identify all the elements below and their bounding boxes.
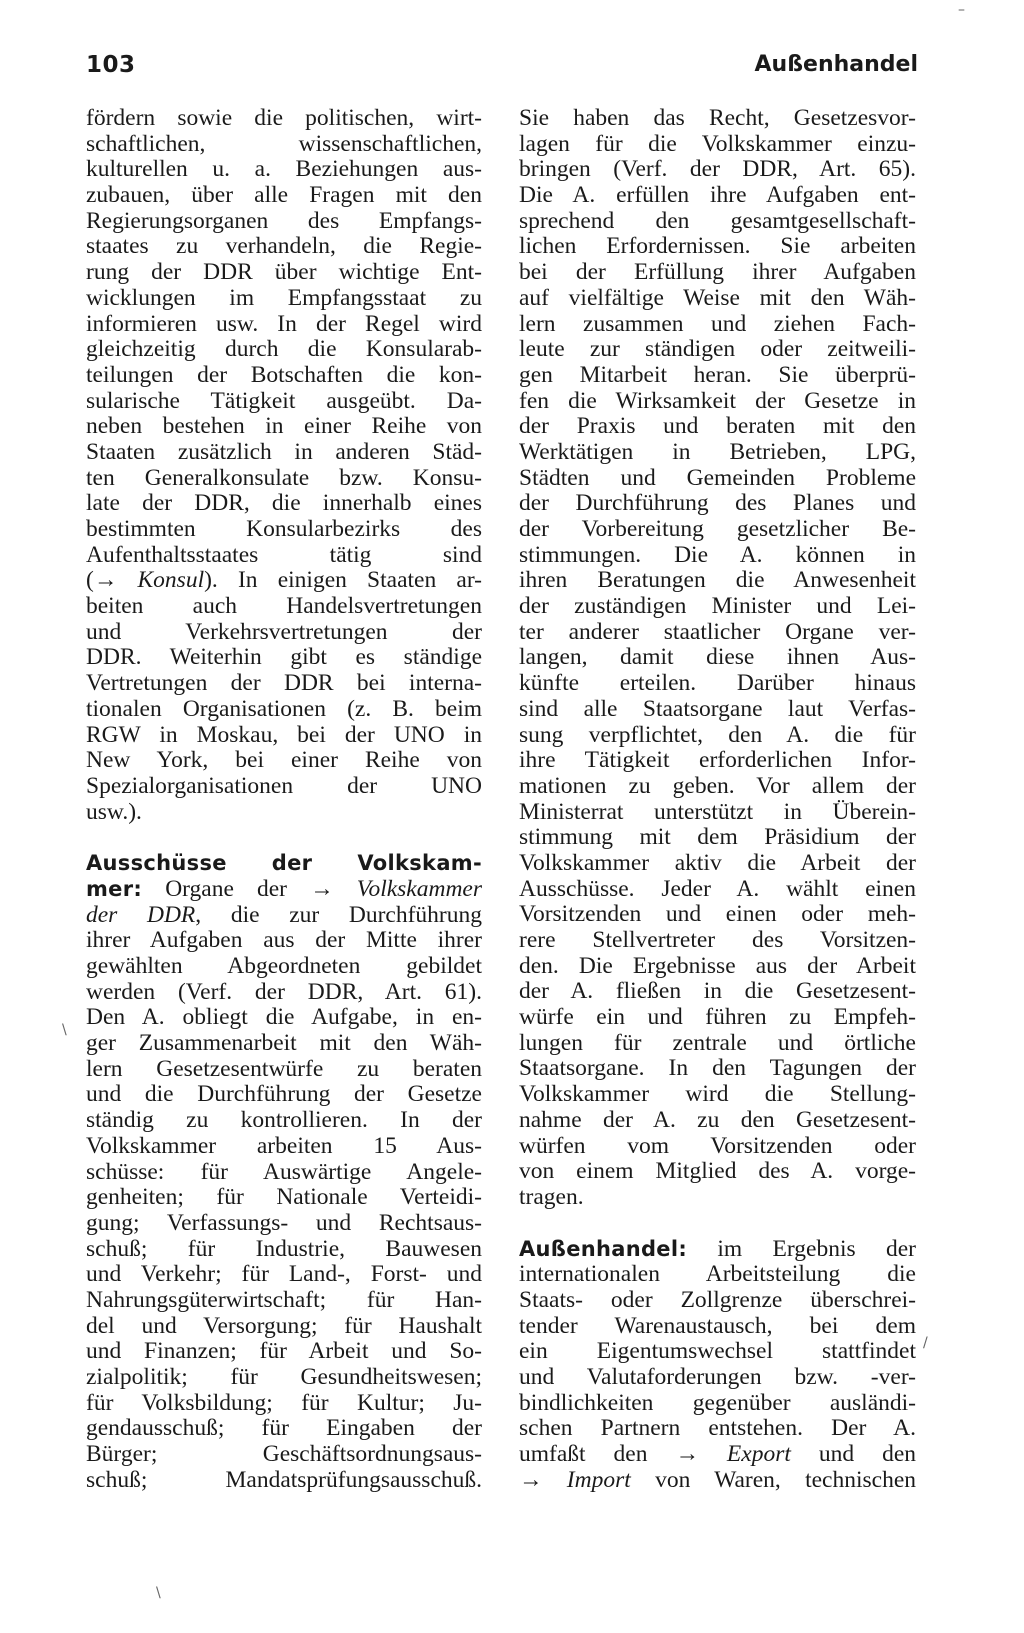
text-line: der Vorbereitung gesetzlicher Be- — [519, 517, 916, 542]
text-line: für Volksbildung; für Kultur; Ju- — [86, 1390, 482, 1416]
entry-ausschuesse — [86, 851, 482, 1493]
text-line: lichen Erfordernissen. Sie arbeiten — [519, 234, 916, 260]
text-line: sprechend den gesamtgesellschaft- — [519, 208, 916, 234]
text-line: sung verpflichtet, den A. die für — [519, 722, 916, 748]
text-line: und Verkehrsvertretungen der — [86, 619, 482, 645]
text-fragment: Organe der — [165, 876, 288, 902]
text-line: stimmung mit dem Präsidium der — [519, 825, 916, 851]
text-line: den. Die Ergebnisse aus der Arbeit — [519, 953, 916, 979]
scan-speck: \ — [62, 1022, 67, 1038]
text-line: ständig zu kontrollieren. In der — [86, 1108, 482, 1134]
text-fragment: , die zur Durchführung — [195, 902, 482, 928]
text-line: Sie haben das Recht, Gesetzesvor- — [519, 106, 916, 131]
scan-speck: / — [923, 1335, 928, 1351]
text-line: gleichzeitig durch die Konsularab- — [86, 337, 482, 363]
text-line: lern zusammen und ziehen Fach- — [519, 311, 916, 337]
text-line: tionalen Organisationen (z. B. beim — [86, 696, 482, 722]
text-line: sind alle Staatsorgane laut Verfas- — [519, 696, 916, 722]
text-line: ihre Tätigkeit erforderlichen Infor- — [519, 748, 916, 774]
text-line: DDR. Weiterhin gibt es ständige — [86, 645, 482, 671]
text-fragment: im Ergebnis der — [717, 1236, 916, 1262]
text-line: gewählten Abgeordneten gebildet — [86, 954, 482, 979]
text-line: Volkskammer arbeiten 15 Aus- — [86, 1133, 482, 1159]
entry-spacer — [519, 1211, 916, 1237]
text-line-with-reference — [86, 877, 482, 903]
entry-spacer — [86, 825, 482, 851]
text-line: ihren Beratungen die Anwesenheit — [519, 568, 916, 594]
text-line: Staaten zusätzlich in anderen Städ- — [86, 439, 482, 465]
scan-speck: \ — [156, 1585, 161, 1601]
text-line: würfen vom Vorsitzenden oder — [519, 1133, 916, 1159]
text-line: und die Durchführung der Gesetze — [86, 1082, 482, 1108]
text-line: RGW in Moskau, bei der UNO in — [86, 722, 482, 748]
entry-aussenhandel — [519, 1237, 916, 1494]
reference-arrow: → — [675, 1442, 699, 1468]
text-line: Städten und Gemeinden Probleme — [519, 465, 916, 491]
text-line: Den A. obliegt die Aufgabe, in en- — [86, 1005, 482, 1031]
text-line: künfte erteilen. Darüber hinaus — [519, 671, 916, 697]
text-line: Spezialorganisationen der UNO — [86, 773, 482, 799]
text-line: ter anderer staatlicher Organe ver- — [519, 619, 916, 645]
text-line: lern Gesetzesentwürfe zu beraten — [86, 1056, 482, 1082]
text-line: Staatsorgane. In den Tagungen der — [519, 1056, 916, 1082]
text-line: schen Partnern entstehen. Der A. — [519, 1416, 916, 1442]
running-head: Außenhandel — [754, 52, 918, 77]
text-line: New York, bei einer Reihe von — [86, 748, 482, 774]
text-line: Werktätigen in Betrieben, LPG, — [519, 439, 916, 465]
text-line: Bürger; Geschäftsordnungsaus- — [86, 1442, 482, 1468]
continued-paragraph — [86, 106, 482, 825]
text-line: ten Generalkonsulate bzw. Konsu- — [86, 465, 482, 491]
text-line: der Durchführung des Planes und — [519, 491, 916, 517]
text-line: und Finanzen; für Arbeit und So- — [86, 1339, 482, 1365]
text-line: tender Warenaustausch, bei dem — [519, 1313, 916, 1339]
text-line: usw.). — [86, 799, 142, 825]
text-line: werden (Verf. der DDR, Art. 61). — [86, 979, 482, 1005]
text-line: gung; Verfassungs- und Rechtsaus- — [86, 1210, 482, 1236]
text-line: nahme der A. zu den Gesetzesent- — [519, 1107, 916, 1133]
text-line: schüsse: für Auswärtige Angele- — [86, 1159, 482, 1185]
text-line: mationen zu geben. Vor allem der — [519, 773, 916, 799]
reference-arrow: (→ — [86, 568, 118, 594]
text-line: ger Zusammenarbeit mit den Wäh- — [86, 1031, 482, 1057]
text-line: und Verkehr; für Land-, Forst- und — [86, 1262, 482, 1288]
text-line: der A. fließen in die Gesetzesent- — [519, 979, 916, 1005]
text-line: auf vielfältige Weise mit den Wäh- — [519, 285, 916, 311]
text-line: internationalen Arbeitsteilung die — [519, 1262, 916, 1288]
text-line: und Valutaforderungen bzw. -ver- — [519, 1365, 916, 1390]
left-column — [86, 106, 482, 1493]
text-line: Volkskammer wird die Stellung- — [519, 1082, 916, 1108]
text-line: der zuständigen Minister und Lei- — [519, 594, 916, 620]
text-line: der Praxis und beraten mit den — [519, 414, 916, 440]
text-line: Nahrungsgüterwirtschaft; für Han- — [86, 1287, 482, 1313]
text-line: teilungen der Botschaften die kon- — [86, 362, 482, 388]
text-line: ihrer Aufgaben aus der Mitte ihrer — [86, 928, 482, 954]
cross-reference-konsul: Konsul — [137, 568, 205, 594]
text-line: beiten auch Handelsvertretungen — [86, 594, 482, 620]
page-number: 103 — [86, 52, 136, 78]
text-line: fen die Wirksamkeit der Gesetze in — [519, 388, 916, 414]
text-line: wicklungen im Empfangsstaat zu — [86, 285, 482, 311]
text-line: Vertretungen der DDR bei interna- — [86, 671, 482, 697]
text-line: lungen für zentrale und örtliche — [519, 1030, 916, 1056]
text-line: Ministerrat unterstützt in Überein- — [519, 799, 916, 825]
text-line: zubauen, über alle Fragen mit den — [86, 183, 482, 209]
text-fragment: umfaßt den — [519, 1442, 648, 1468]
text-line: gen Mitarbeit heran. Sie überprü- — [519, 362, 916, 388]
entry-headword: Außenhandel: — [519, 1236, 688, 1261]
text-line: del und Versorgung; für Haushalt — [86, 1313, 482, 1339]
text-fragment: und den — [818, 1442, 916, 1468]
continued-paragraph — [519, 106, 916, 1211]
text-line: rung der DDR über wichtige Ent- — [86, 260, 482, 286]
text-line: Volkskammer aktiv die Arbeit der — [519, 850, 916, 876]
entry-headword: Ausschüsse der Volkskam- — [86, 851, 482, 876]
text-line: genheiten; für Nationale Verteidi- — [86, 1185, 482, 1211]
text-line: gendausschuß; für Eingaben der — [86, 1416, 482, 1442]
text-line-with-reference — [86, 568, 482, 594]
text-line: würfe ein und führen zu Empfeh- — [519, 1005, 916, 1031]
text-line: stimmungen. Die A. können in — [519, 542, 916, 568]
text-line: von einem Mitglied des A. vorge- — [519, 1159, 916, 1185]
text-line: neben bestehen in einer Reihe von — [86, 414, 482, 440]
text-line: staates zu verhandeln, die Regie- — [86, 234, 482, 260]
text-fragment: ). In einigen Staaten ar- — [204, 568, 482, 594]
text-line: rere Stellvertreter des Vorsitzen- — [519, 928, 916, 953]
entry-headword-continued: mer: — [86, 876, 143, 901]
text-line: schuß; für Industrie, Bauwesen — [86, 1236, 482, 1262]
text-line-with-headword — [519, 1237, 916, 1263]
right-column — [519, 106, 916, 1493]
text-line: Staats- oder Zollgrenze überschrei- — [519, 1287, 916, 1313]
text-line: langen, damit diese ihnen Aus- — [519, 645, 916, 671]
text-line: kulturellen u. a. Beziehungen aus- — [86, 157, 482, 183]
text-line: zialpolitik; für Gesundheitswesen; — [86, 1365, 482, 1390]
text-line: bindlichkeiten gegenüber ausländi- — [519, 1390, 916, 1416]
text-line: fördern sowie die politischen, wirt- — [86, 106, 482, 131]
scan-speck: – — [958, 2, 965, 18]
text-line: schuß; Mandatsprüfungsausschuß. — [86, 1467, 482, 1493]
text-line: bringen (Verf. der DDR, Art. 65). — [519, 157, 916, 183]
reference-arrow: → — [519, 1467, 543, 1493]
text-line-with-reference — [519, 1442, 916, 1468]
text-line: late der DDR, die innerhalb eines — [86, 491, 482, 517]
cross-reference-export: Export — [726, 1442, 791, 1468]
text-line: ein Eigentumswechsel stattfindet — [519, 1339, 916, 1365]
text-line-with-reference — [86, 903, 482, 929]
reference-arrow: → — [310, 876, 334, 902]
text-line: lagen für die Volkskammer einzu- — [519, 131, 916, 157]
cross-reference-volkskammer: Volkskammer — [356, 876, 482, 902]
text-line: Vorsitzenden und einen oder meh- — [519, 902, 916, 928]
text-line: sularische Tätigkeit ausgeübt. Da- — [86, 388, 482, 414]
text-line: Die A. erfüllen ihre Aufgaben ent- — [519, 183, 916, 209]
text-line: informieren usw. In der Regel wird — [86, 311, 482, 337]
text-line: leute zur ständigen oder zeitweili- — [519, 337, 916, 363]
cross-reference-volkskammer-cont: der DDR — [86, 902, 196, 928]
cross-reference-import: Import — [566, 1467, 631, 1493]
text-line: bei der Erfüllung ihrer Aufgaben — [519, 260, 916, 286]
text-line: Aufenthaltsstaates tätig sind — [86, 542, 482, 568]
text-line: Regierungsorganen des Empfangs- — [86, 208, 482, 234]
text-line: bestimmten Konsularbezirks des — [86, 517, 482, 542]
text-line-with-reference — [519, 1468, 916, 1494]
text-fragment: von Waren, technischen — [655, 1467, 916, 1493]
text-line: Ausschüsse. Jeder A. wählt einen — [519, 876, 916, 902]
text-line: tragen. — [519, 1184, 584, 1210]
text-line: schaftlichen, wissenschaftlichen, — [86, 131, 482, 157]
